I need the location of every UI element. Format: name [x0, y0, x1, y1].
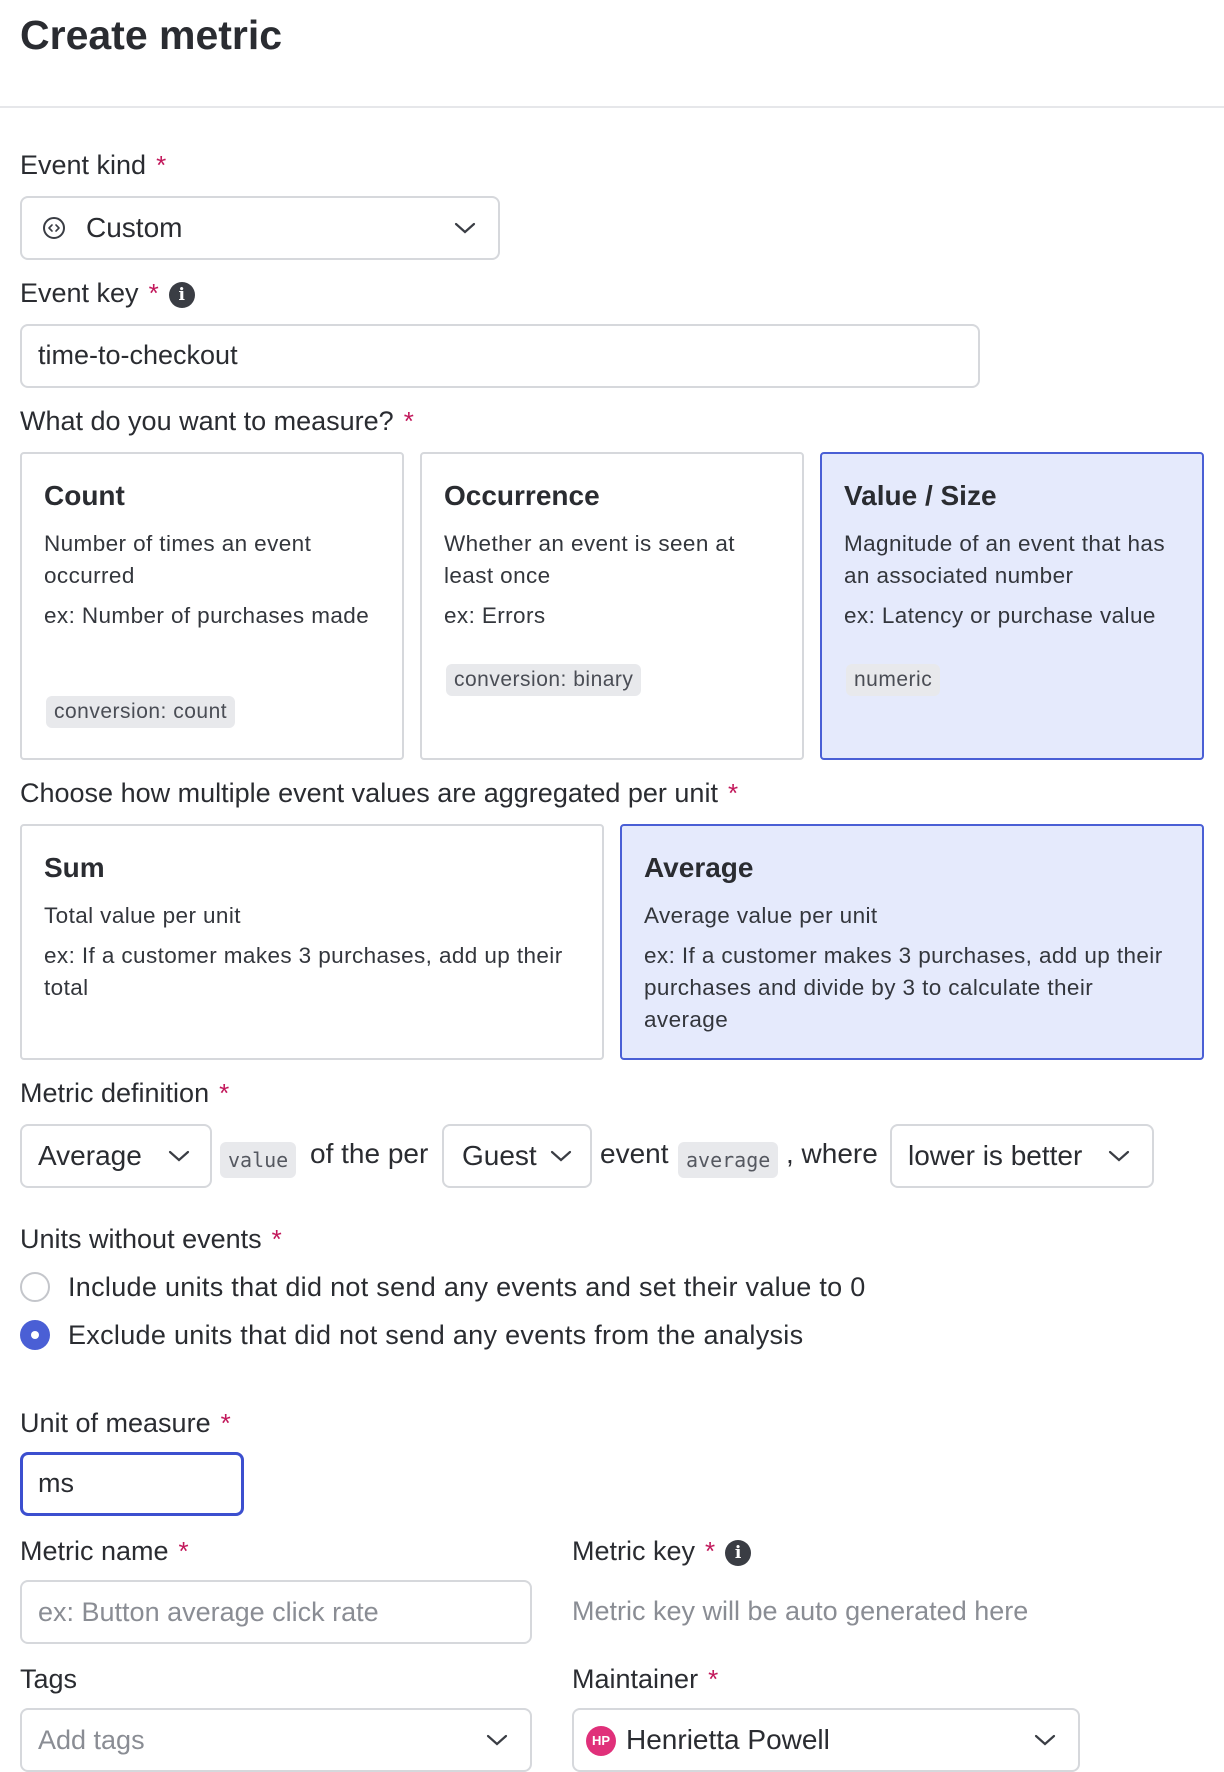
metric-key-placeholder: Metric key will be auto generated here — [572, 1596, 1029, 1626]
unit-of-measure-value: ms — [38, 1468, 74, 1498]
tags-label-text: Tags — [20, 1664, 78, 1694]
maintainer-label — [572, 1664, 718, 1695]
of-the-per-text: of the per — [310, 1138, 429, 1169]
exclude-units-label[interactable]: Exclude units that did not send any events from the analysis — [68, 1320, 804, 1350]
card-example: ex: Errors — [444, 603, 546, 628]
chevron-down-icon — [550, 1148, 572, 1164]
metric-definition-label — [20, 1078, 229, 1109]
chevron-down-icon — [454, 220, 476, 236]
aggregation-label-text: Choose how multiple event values are aggregated per unit — [20, 778, 718, 808]
info-icon[interactable]: i — [725, 1540, 751, 1566]
metric-name-input[interactable] — [20, 1580, 532, 1644]
maintainer-select[interactable] — [572, 1708, 1080, 1772]
numeric-chip: numeric — [846, 664, 940, 696]
include-units-radio[interactable] — [20, 1272, 50, 1302]
measure-option-count[interactable] — [20, 452, 404, 760]
maintainer-label-text: Maintainer — [572, 1664, 699, 1694]
card-title: Occurrence — [444, 480, 600, 511]
card-description: Whether an event is seen at least once — [444, 531, 735, 588]
tags-placeholder: Add tags — [38, 1725, 145, 1755]
unit-select[interactable] — [442, 1124, 592, 1188]
measure-label — [20, 406, 414, 437]
card-description: Number of times an event occurred — [44, 531, 312, 588]
card-description: Magnitude of an event that has an associated number — [844, 531, 1165, 588]
card-example: ex: If a customer makes 3 purchases, add up their purchases and divide by 3 to calculate their average — [644, 943, 1163, 1032]
avatar: HP — [586, 1726, 616, 1756]
units-without-events-label — [20, 1224, 282, 1255]
unit-of-measure-label-text: Unit of measure — [20, 1408, 211, 1438]
event-kind-select[interactable] — [20, 196, 500, 260]
aggregation-option-sum[interactable] — [20, 824, 604, 1060]
measure-option-value-size[interactable] — [820, 452, 1204, 760]
aggregate-select[interactable] — [20, 1124, 212, 1188]
event-key-value: time-to-checkout — [38, 340, 238, 370]
average-chip: average — [678, 1142, 778, 1178]
required-asterisk: * — [708, 1664, 719, 1694]
event-kind-label-text: Event kind — [20, 150, 147, 180]
aggregation-label — [20, 778, 738, 809]
direction-select[interactable] — [890, 1124, 1154, 1188]
metric-name-label — [20, 1536, 189, 1567]
required-asterisk: * — [220, 1408, 231, 1438]
metric-definition-label-text: Metric definition — [20, 1078, 210, 1108]
card-title: Average — [644, 852, 754, 883]
unit-of-measure-input[interactable] — [20, 1452, 244, 1516]
required-asterisk: * — [705, 1536, 716, 1566]
aggregate-select-value: Average — [38, 1140, 142, 1171]
event-key-label-text: Event key — [20, 278, 139, 308]
required-asterisk: * — [156, 150, 167, 180]
page-header — [0, 0, 1224, 108]
card-description: Total value per unit — [44, 903, 241, 928]
measure-label-text: What do you want to measure? — [20, 406, 394, 436]
metric-name-placeholder: ex: Button average click rate — [38, 1597, 379, 1627]
metric-key-label — [572, 1536, 751, 1567]
aggregation-option-average[interactable] — [620, 824, 1204, 1060]
card-example: ex: Number of purchases made — [44, 603, 370, 628]
required-asterisk: * — [219, 1078, 230, 1108]
tags-label — [20, 1664, 77, 1695]
chevron-down-icon — [1108, 1148, 1130, 1164]
event-text: event — [600, 1138, 669, 1169]
unit-of-measure-label — [20, 1408, 231, 1439]
unit-select-value: Guest — [462, 1140, 537, 1171]
conversion-chip: conversion: binary — [446, 664, 641, 696]
required-asterisk: * — [271, 1224, 282, 1254]
required-asterisk: * — [403, 406, 414, 436]
tags-select[interactable] — [20, 1708, 532, 1772]
event-key-label — [20, 278, 195, 309]
card-title: Count — [44, 480, 125, 511]
info-icon[interactable]: i — [169, 282, 195, 308]
card-description: Average value per unit — [644, 903, 878, 928]
required-asterisk: * — [727, 778, 739, 808]
page-title: Create metric — [20, 12, 283, 58]
code-circle-icon — [42, 216, 66, 240]
event-kind-label — [20, 150, 166, 181]
chevron-down-icon — [168, 1148, 190, 1164]
include-units-label[interactable]: Include units that did not send any events and set their value to 0 — [68, 1272, 866, 1302]
measure-option-occurrence[interactable] — [420, 452, 804, 760]
required-asterisk: * — [178, 1536, 189, 1566]
exclude-units-radio[interactable] — [20, 1320, 50, 1350]
metric-name-label-text: Metric name — [20, 1536, 169, 1566]
conversion-chip: conversion: count — [46, 696, 235, 728]
card-example: ex: If a customer makes 3 purchases, add up their total — [44, 943, 563, 1000]
metric-key-label-text: Metric key — [572, 1536, 696, 1566]
card-title: Sum — [44, 852, 105, 883]
card-title: Value / Size — [844, 480, 997, 511]
required-asterisk: * — [148, 278, 159, 308]
where-text: , where — [786, 1138, 878, 1169]
maintainer-value: Henrietta Powell — [626, 1724, 830, 1755]
event-key-input[interactable] — [20, 324, 980, 388]
value-chip: value — [220, 1142, 296, 1178]
card-example: ex: Latency or purchase value — [844, 603, 1156, 628]
direction-select-value: lower is better — [908, 1140, 1083, 1171]
event-kind-value: Custom — [86, 212, 183, 243]
units-without-events-label-text: Units without events — [20, 1224, 262, 1254]
